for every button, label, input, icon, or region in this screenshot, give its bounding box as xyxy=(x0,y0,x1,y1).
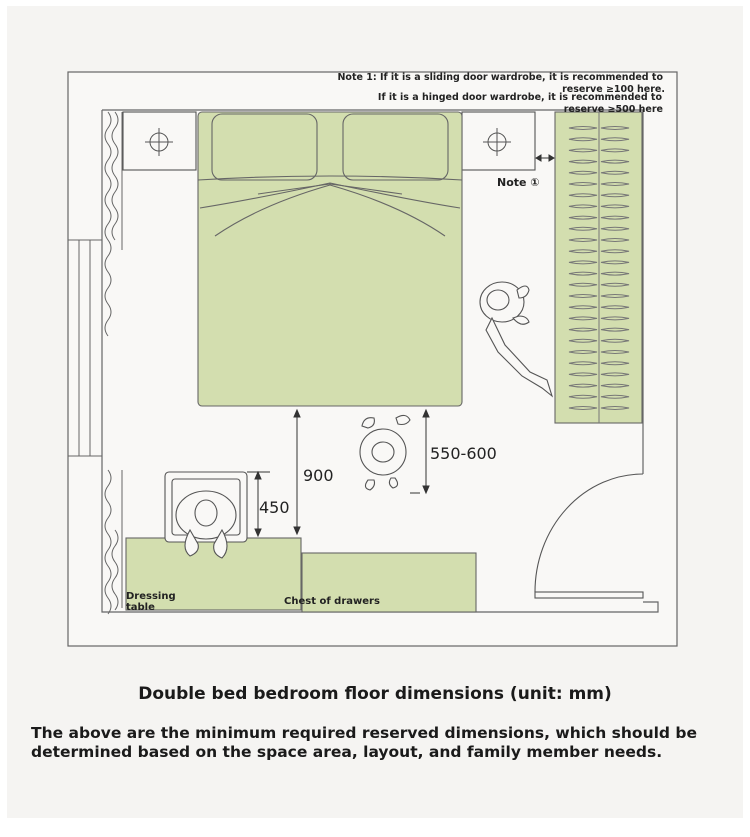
hanger-icon xyxy=(569,183,597,186)
hanger-icon xyxy=(601,205,629,208)
dim-900-label: 900 xyxy=(303,466,334,485)
hanger-icon xyxy=(601,138,629,141)
hanger-icon xyxy=(601,183,629,186)
hanger-icon xyxy=(601,317,629,320)
hanger-icon xyxy=(601,407,629,410)
hanger-icon xyxy=(569,373,597,376)
hanger-icon xyxy=(601,227,629,230)
hanger-icon xyxy=(601,250,629,253)
nightstand-left xyxy=(123,112,196,170)
hanger-icon xyxy=(569,407,597,410)
hanger-icon xyxy=(569,283,597,286)
hanger-icon xyxy=(601,373,629,376)
hanger-icon xyxy=(569,227,597,230)
hanger-icon xyxy=(601,306,629,309)
hanger-icon xyxy=(601,384,629,387)
hanger-icon xyxy=(569,160,597,163)
hanger-icon xyxy=(569,317,597,320)
note-marker: Note ① xyxy=(497,176,540,189)
double-bed xyxy=(198,112,462,406)
hanger-icon xyxy=(601,239,629,242)
diagram-caption: Double bed bedroom floor dimensions (unit: mm) xyxy=(138,684,612,704)
hanger-icon xyxy=(569,339,597,342)
hanger-icon xyxy=(601,395,629,398)
dressing-table-label-2: table xyxy=(126,602,155,613)
hanger-icon xyxy=(569,138,597,141)
nightstand-right xyxy=(462,112,535,170)
hanger-icon xyxy=(569,194,597,197)
note2-line2: reserve ≥500 here xyxy=(563,104,663,115)
hanger-icon xyxy=(569,216,597,219)
hanger-icon xyxy=(601,216,629,219)
note1-line2: reserve ≥100 here. xyxy=(562,84,665,95)
hanger-icon xyxy=(601,328,629,331)
hanger-icon xyxy=(601,362,629,365)
hanger-icon xyxy=(569,295,597,298)
hanger-icon xyxy=(569,351,597,354)
dim-450-label: 450 xyxy=(259,498,290,517)
hanger-icon xyxy=(601,261,629,264)
hanger-icon xyxy=(569,239,597,242)
hanger-icon xyxy=(569,272,597,275)
hanger-icon xyxy=(601,339,629,342)
hanger-icon xyxy=(601,283,629,286)
hanger-icon xyxy=(569,395,597,398)
hanger-icon xyxy=(601,194,629,197)
dressing-table-label-1: Dressing xyxy=(126,591,176,602)
hanger-icon xyxy=(569,149,597,152)
hanger-icon xyxy=(569,306,597,309)
hanger-icon xyxy=(601,272,629,275)
hanger-icon xyxy=(569,261,597,264)
diagram-description: The above are the minimum required reserved dimensions, which should be determined based on the space area, layout, and family member needs. xyxy=(31,724,698,761)
hanger-icon xyxy=(601,149,629,152)
hanger-icon xyxy=(569,127,597,130)
hanger-icon xyxy=(601,351,629,354)
hanger-icon xyxy=(601,160,629,163)
hanger-icon xyxy=(601,295,629,298)
hanger-icon xyxy=(569,205,597,208)
note2-line1: If it is a hinged door wardrobe, it is recommended to xyxy=(377,92,662,103)
wardrobe xyxy=(555,112,642,423)
chest-of-drawers-label: Chest of drawers xyxy=(284,596,380,607)
hanger-icon xyxy=(569,384,597,387)
dim-550-600-label: 550-600 xyxy=(430,444,497,463)
hanger-icon xyxy=(569,328,597,331)
note1-line1: Note 1: If it is a sliding door wardrobe, it is recommended to xyxy=(337,72,663,83)
hanger-icon xyxy=(569,362,597,365)
hanger-icon xyxy=(601,171,629,174)
hanger-icon xyxy=(569,250,597,253)
hanger-icon xyxy=(569,171,597,174)
hanger-icon xyxy=(601,127,629,130)
